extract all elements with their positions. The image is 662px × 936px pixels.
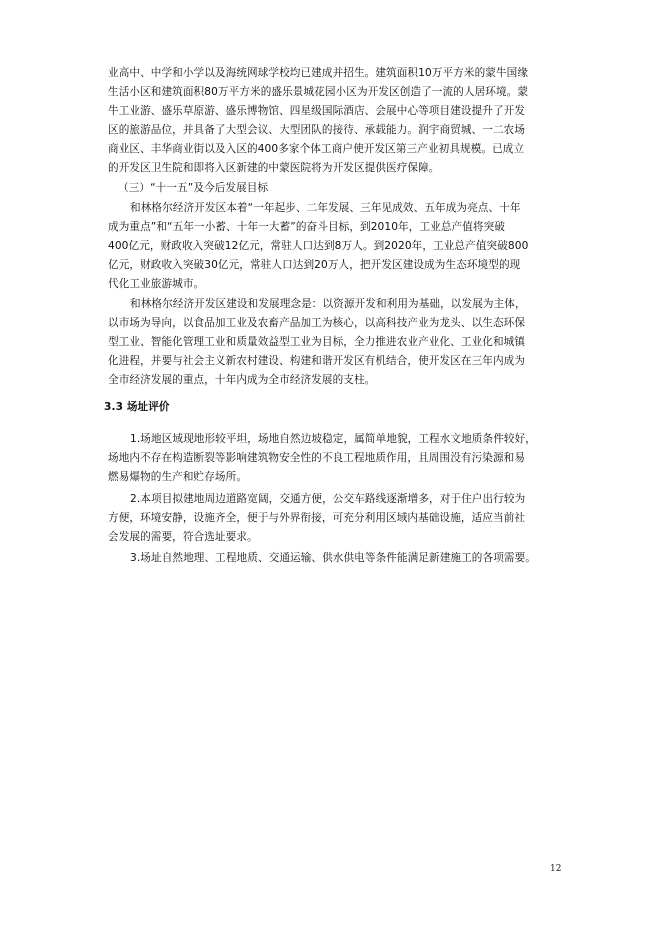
text-line: 1.场地区域现地形较平坦，场地自然边坡稳定，属简单地貌，工程水文地质条件较好， bbox=[130, 433, 536, 445]
text-line: 区的旅游品位，并具备了大型会议、大型团队的接待、承载能力。润宇商贸城、一二农场 bbox=[108, 124, 526, 136]
text-line: 会发展的需要，符合选址要求。 bbox=[108, 531, 258, 543]
text-line: 和林格尔经济开发区建设和发展理念是：以资源开发和利用为基础，以发展为主体， bbox=[130, 298, 526, 310]
text-line: 生活小区和建筑面积80万平方米的盛乐景城花园小区为开发区创造了一流的人居环境。蒙 bbox=[108, 86, 529, 98]
text-line: 成为重点”和“五年一小蓄、十年一大蓄”的奋斗目标，到2010年，工业总产值将突破 bbox=[108, 221, 506, 233]
text-line: 型工业、智能化管理工业和质量效益型工业为目标，全力推进农业产业化、工业化和城镇 bbox=[108, 336, 526, 348]
text-line: 2.本项目拟建地周边道路宽阔，交通方便，公交车路线逐渐增多，对于住户出行较为 bbox=[130, 493, 526, 505]
text-line: 代化工业旅游城市。 bbox=[108, 278, 205, 290]
text-line: 的开发区卫生院和即将入区新建的中蒙医院将为开发区提供医疗保障。 bbox=[108, 162, 440, 174]
text-line: 400亿元，财政收入突破12亿元，常驻人口达到8万人。到2020年，工业总产值突破800 bbox=[108, 240, 529, 252]
text-line: 化进程，并要与社会主义新农村建设、构建和谐开发区有机结合，使开发区在三年内成为 bbox=[108, 355, 526, 367]
text-line: 方便，环境安静，设施齐全，便于与外界衔接，可充分利用区域内基础设施，适应当前社 bbox=[108, 512, 526, 524]
section-heading: 3.3 场址评价 bbox=[104, 401, 170, 413]
page-number: 12 bbox=[550, 864, 562, 874]
text-line: 和林格尔经济开发区本着“一年起步、二年发展、三年见成效、五年成为亮点、十年 bbox=[130, 202, 521, 214]
text-line: 3.场址自然地理、工程地质、交通运输、供水供电等条件能满足新建施工的各项需要。 bbox=[130, 552, 536, 564]
text-line: 燃易爆物的生产和贮存场所。 bbox=[108, 471, 248, 483]
sub-heading: （三）“十一五”及今后发展目标 bbox=[118, 182, 269, 194]
text-line: 商业区、丰华商业街以及入区的400多家个体工商户使开发区第三产业初具规模。已成立 bbox=[108, 143, 525, 155]
text-line: 以市场为导向，以食品加工业及农畜产品加工为核心，以高科技产业为龙头、以生态环保 bbox=[108, 317, 526, 329]
text-line: 场地内不存在构造断裂等影响建筑物安全性的不良工程地质作用，且周围没有污染源和易 bbox=[108, 452, 526, 464]
text-line: 业高中、中学和小学以及海统网球学校均已建成并招生。建筑面积10万平方米的蒙牛国缘 bbox=[108, 67, 529, 79]
text-line: 牛工业游、盛乐草原游、盛乐博物馆、四星级国际酒店、会展中心等项目建设提升了开发 bbox=[108, 105, 526, 117]
text-line: 全市经济发展的重点，十年内成为全市经济发展的支柱。 bbox=[108, 374, 376, 386]
text-line: 亿元，财政收入突破30亿元，常驻人口达到20万人，把开发区建设成为生态环境型的现 bbox=[108, 259, 521, 271]
